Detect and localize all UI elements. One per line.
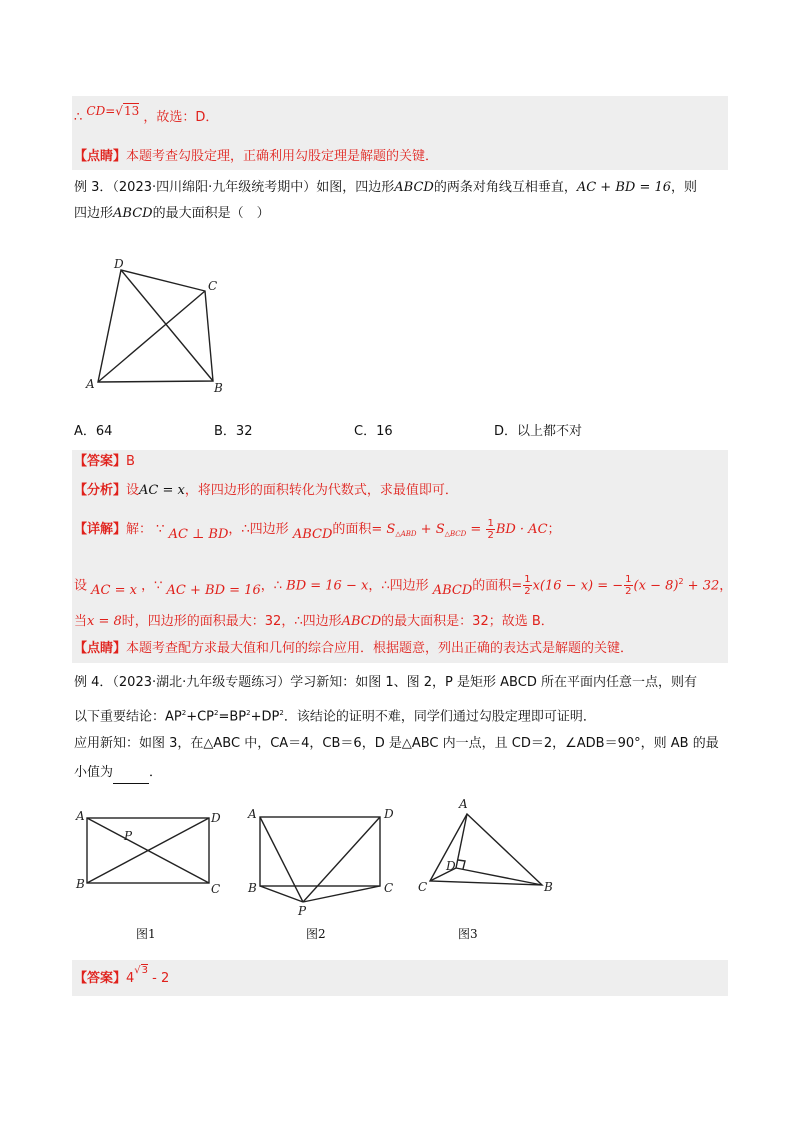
ex3-point-note: 【点睛】本题考查配方求最大值和几何的综合应用．根据题意，列出正确的表达式是解题的关键． <box>74 641 634 656</box>
fig2-label-A: A <box>248 807 257 821</box>
ex3-detail-line3: 当x = 8时，四边形的面积最大：32，∴四边形ABCD的最大面积是：32；故选 B． <box>74 614 554 629</box>
ex3-label-D: D <box>114 257 124 271</box>
ex3-answer: 【答案】B <box>74 454 135 469</box>
point-note-1: 【点睛】本题考查勾股定理，正确利用勾股定理是解题的关键． <box>74 149 439 164</box>
fig3-label-D: D <box>446 859 456 873</box>
fig2-caption: 图2 <box>306 927 326 941</box>
ex4-line3: 应用新知：如图 3，在△ABC 中，CA＝4，CB＝6，D 是△ABC 内一点，且 CD＝2，∠ADB＝90°，则 AB 的最 <box>74 736 719 751</box>
ex3-analysis: 【分析】设AC = x，将四边形的面积转化为代数式，求最值即可． <box>74 483 458 498</box>
fig1-caption: 图1 <box>136 927 156 941</box>
ex3-detail-line2: 设 AC = x ，∵ AC + BD = 16，∴ BD = 16 − x，∴四边形 ABCD的面积= $\frac{1}{2}$ x(16 − x) = − $\frac{1}{2}$ $(x - 8)^2 + 32$， <box>74 574 733 599</box>
ex3-label-B: B <box>214 381 223 395</box>
option-b: B．32 <box>214 424 253 439</box>
fig1-label-P: P <box>124 829 133 843</box>
option-c: C．16 <box>354 424 393 439</box>
ex3-label-C: C <box>208 279 218 293</box>
fig1-label-B: B <box>76 877 85 891</box>
ex3-label-A: A <box>86 377 95 391</box>
ex3-detail-line1: 【详解】解： ∵ AC ⊥ BD，∴四边形 ABCD的面积= $S_{\triangle ABD} + S_{\triangle BCD}$ = $\frac{1}{2}$ BD · AC； <box>74 518 561 542</box>
fig3-label-B: B <box>544 880 553 894</box>
fig3-label-A: A <box>459 797 468 811</box>
fig2-label-B: B <box>248 881 257 895</box>
ex4-line2: 以下重要结论：$AP^2+CP^2=BP^2+DP^2$．该结论的证明不难，同学们通过勾股定理即可证明． <box>74 709 596 725</box>
fig1-label-D: D <box>211 811 221 825</box>
ex4-line1: 例 4．（2023·湖北·九年级专题练习）学习新知：如图 1、图 2，P 是矩形 ABCD 所在平面内任意一点，则有 <box>74 675 697 690</box>
fig1-label-C: C <box>211 882 221 896</box>
option-d: D．以上都不对 <box>494 424 583 439</box>
ex3-question-line1: 例 3．（2023·四川绵阳·九年级统考期中）如图，四边形ABCD的两条对角线互相垂直，AC + BD = 16，则 <box>74 180 698 195</box>
cd-result-line: ∴ CD=√13 ，故选：D． <box>74 104 219 125</box>
fig3-label-C: C <box>418 880 428 894</box>
ex4-answer: 【答案】$4^{√3} - 2$ <box>74 965 170 986</box>
ex3-question-line2: 四边形ABCD的最大面积是（ ） <box>74 206 270 221</box>
fig3-caption: 图3 <box>458 927 478 941</box>
fig2-label-D: D <box>384 807 394 821</box>
option-a: A．64 <box>74 424 113 439</box>
fig2-label-C: C <box>384 881 394 895</box>
ex4-line4: 小值为 ． <box>74 762 162 784</box>
answer-blank <box>113 769 149 784</box>
fig2-label-P: P <box>298 904 307 918</box>
answer-block-ex4 <box>72 960 728 996</box>
fig1-label-A: A <box>76 809 85 823</box>
